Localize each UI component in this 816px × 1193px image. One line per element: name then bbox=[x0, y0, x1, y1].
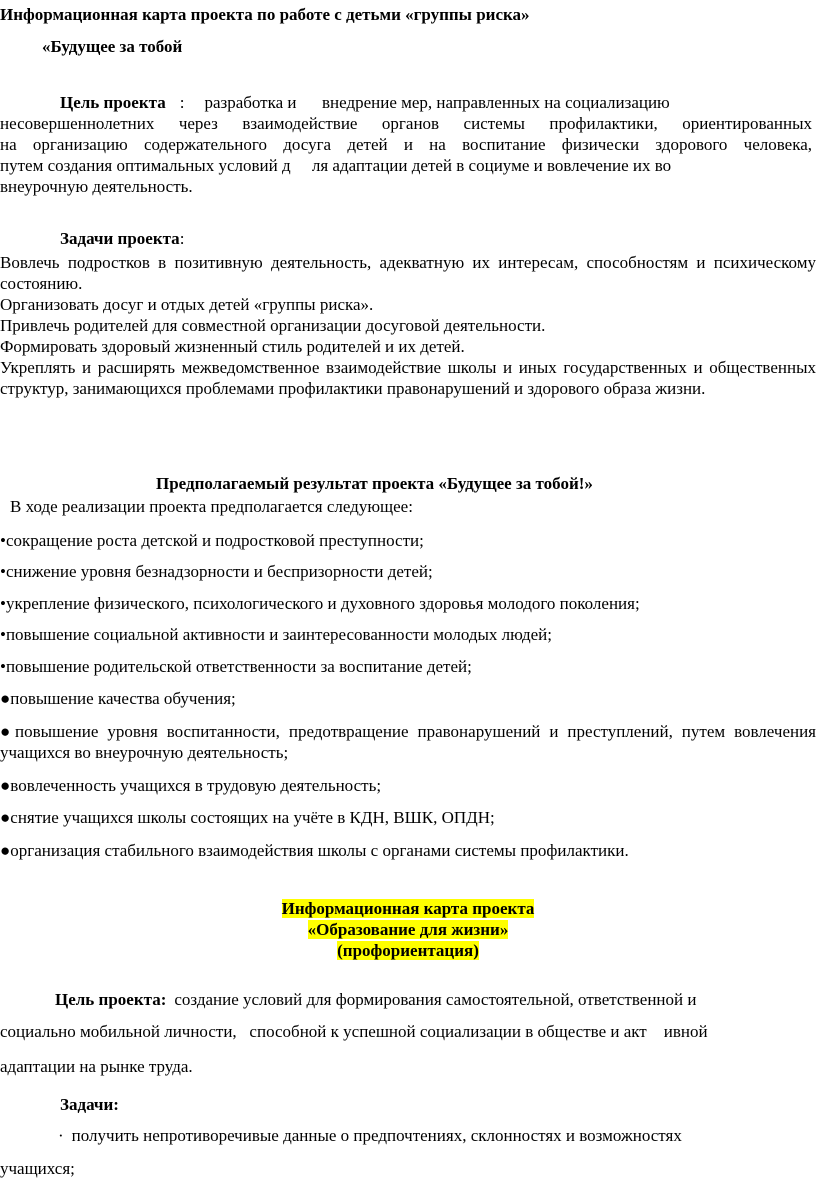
project2-goal-line-3: адаптации на рынке труда. bbox=[0, 1057, 193, 1076]
bullet-icon: ● bbox=[0, 722, 15, 741]
project1-results-list bbox=[0, 530, 816, 872]
project1-goal bbox=[0, 92, 812, 197]
project2-tasks-label: Задачи: bbox=[60, 1095, 119, 1114]
project1-result-heading: Предполагаемый результат проекта «Будущее за тобой!» bbox=[156, 474, 593, 493]
goal-line-2: несовершеннолетних через взаимодействие органов системы профилактики, ориентированных bbox=[0, 114, 812, 133]
bullet-icon: • bbox=[0, 657, 6, 676]
goal-line-1: разработка и внедрение мер, направленных на социализацию bbox=[204, 93, 670, 112]
project1-tasks-heading bbox=[60, 228, 184, 249]
bullet-icon: • bbox=[0, 625, 6, 644]
result-item: ●вовлеченность учащихся в трудовую деятельность; bbox=[0, 776, 382, 795]
project1-tasks-list bbox=[0, 252, 816, 399]
result-item: •укрепление физического, психологического и духовного здоровья молодого поколения; bbox=[0, 594, 640, 613]
goal-colon: : bbox=[179, 93, 185, 112]
result-item: •сокращение роста детской и подростковой преступности; bbox=[0, 531, 424, 550]
result-item: ●повышение качества обучения; bbox=[0, 689, 236, 708]
tasks-colon: : bbox=[179, 229, 185, 248]
project1-subtitle: «Будущее за тобой bbox=[42, 37, 183, 56]
task-item: Укреплять и расширять межведомственное взаимодействие школы и иных государственных и общественных структур, занимающихся проблемами профилактики правонарушений и здорового образа жизни. bbox=[0, 358, 816, 398]
task-item: Формировать здоровый жизненный стиль родителей и их детей. bbox=[0, 337, 465, 356]
goal-line-3: на организацию содержательного досуга детей и на воспитание физически здорового человека, bbox=[0, 135, 812, 154]
project2-task-continuation: учащихся; bbox=[0, 1159, 75, 1178]
bullet-icon: ● bbox=[0, 776, 11, 795]
bullet-icon: • bbox=[0, 562, 6, 581]
project2-title-line-2: «Образование для жизни» bbox=[307, 920, 509, 939]
project2-tasks-list bbox=[0, 1125, 816, 1179]
goal-line-5: внеурочную деятельность. bbox=[0, 177, 193, 196]
project2-goal bbox=[0, 989, 816, 1088]
project2-title bbox=[0, 898, 816, 961]
project1-result-intro: В ходе реализации проекта предполагается следующее: bbox=[10, 497, 413, 516]
project2-task-item: · получить непротиворечивые данные о предпочтениях, склонностях и возможностях bbox=[58, 1126, 682, 1145]
goal-line-4: путем создания оптимальных условий д ля адаптации детей в социуме и вовлечение их во bbox=[0, 156, 672, 175]
bullet-icon: ● bbox=[0, 689, 11, 708]
bullet-icon: ● bbox=[0, 808, 11, 827]
bullet-icon: ● bbox=[0, 841, 11, 860]
result-item: ●снятие учащихся школы состоящих на учёте в КДН, ВШК, ОПДН; bbox=[0, 808, 495, 827]
goal-label: Цель проекта bbox=[60, 93, 166, 112]
project2-goal-line-2: социально мобильной личности, способной к успешной социализации в обществе и акт ивной bbox=[0, 1022, 708, 1041]
result-item: •повышение родительской ответственности за воспитание детей; bbox=[0, 657, 472, 676]
result-item: ●организация стабильного взаимодействия школы с органами системы профилактики. bbox=[0, 841, 629, 860]
result-item: •снижение уровня безнадзорности и беспризорности детей; bbox=[0, 562, 433, 581]
task-item: Привлечь родителей для совместной организации досуговой деятельности. bbox=[0, 316, 546, 335]
project2-title-line-1: Информационная карта проекта bbox=[281, 899, 535, 918]
bullet-icon: • bbox=[0, 594, 6, 613]
project1-title: Информационная карта проекта по работе с детьми «группы риска» bbox=[0, 5, 530, 24]
project2-title-line-3: (профориентация) bbox=[337, 941, 479, 960]
project2-goal-label: Цель проекта: bbox=[55, 990, 167, 1009]
task-item: Вовлечь подростков в позитивную деятельность, адекватную их интересам, способностям и психическому состоянию. bbox=[0, 253, 816, 293]
result-item: •повышение социальной активности и заинтересованности молодых людей; bbox=[0, 625, 552, 644]
bullet-icon: · bbox=[58, 1126, 64, 1145]
task-item: Организовать досуг и отдых детей «группы риска». bbox=[0, 295, 374, 314]
tasks-label: Задачи проекта bbox=[60, 229, 180, 248]
result-item: ●повышение уровня воспитанности, предотвращение правонарушений и преступлений, путем вовлечения учащихся во внеурочную деятельность; bbox=[0, 722, 816, 762]
bullet-icon: • bbox=[0, 531, 6, 550]
project2-goal-line-1: создание условий для формирования самостоятельной, ответственной и bbox=[174, 990, 697, 1009]
